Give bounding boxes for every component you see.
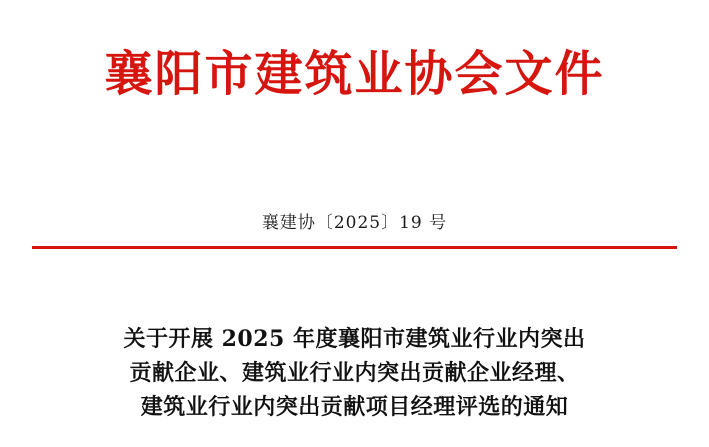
document-number: 襄建协〔2025〕19 号 [261, 213, 448, 233]
subject-line-3: 建筑业行业内突出贡献项目经理评选的通知 [140, 394, 569, 421]
document-header-title: 襄阳市建筑业协会文件 [104, 46, 605, 102]
red-divider-rule [32, 246, 677, 249]
subject-line-1: 关于开展 2025 年度襄阳市建筑业行业内突出 [123, 326, 586, 352]
subject-line-2: 贡献企业、建筑业行业内突出贡献企业经理、 [129, 360, 580, 387]
document-subject-heading [62, 322, 647, 424]
